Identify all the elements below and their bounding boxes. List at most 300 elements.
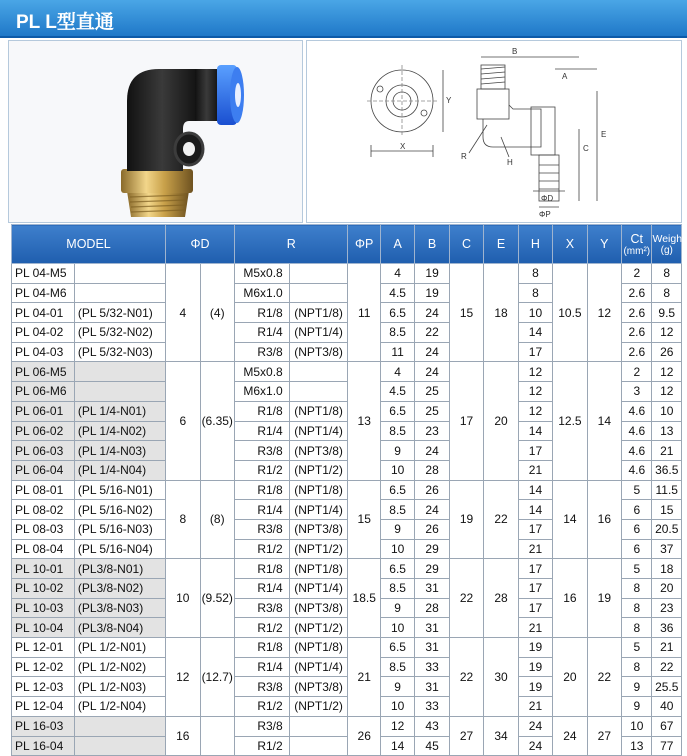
a-cell: 6.5	[380, 303, 414, 323]
header-c: C	[449, 225, 483, 264]
h-cell: 12	[518, 362, 552, 382]
model-cell: PL 10-02	[12, 579, 75, 599]
model-cell: PL 08-04	[12, 539, 75, 559]
c-cell: 27	[449, 716, 483, 755]
ct-cell: 8	[622, 598, 652, 618]
e-cell: 30	[484, 638, 518, 717]
b-cell: 24	[415, 500, 449, 520]
npt-thread-cell: (NPT3/8)	[289, 598, 348, 618]
a-cell: 4	[380, 362, 414, 382]
x-cell: 12.5	[553, 362, 587, 480]
b-cell: 24	[415, 441, 449, 461]
alt-model-cell: (PL 5/32-N01)	[74, 303, 165, 323]
h-cell: 17	[518, 559, 552, 579]
model-cell: PL 04-M5	[12, 264, 75, 284]
thread-cell: M5x0.8	[234, 362, 289, 382]
weight-cell: 22	[652, 657, 682, 677]
thread-cell: R1/8	[234, 480, 289, 500]
model-cell: PL 06-01	[12, 401, 75, 421]
alt-model-cell	[74, 736, 165, 756]
h-cell: 14	[518, 421, 552, 441]
header-b: B	[415, 225, 449, 264]
b-cell: 31	[415, 579, 449, 599]
table-row	[12, 716, 682, 736]
a-cell: 11	[380, 342, 414, 362]
header-weight	[652, 225, 685, 264]
a-cell: 10	[380, 539, 414, 559]
weight-cell: 25.5	[652, 677, 682, 697]
ct-cell: 2.6	[622, 303, 652, 323]
a-cell: 10	[380, 618, 414, 638]
a-cell: 9	[380, 677, 414, 697]
tube-od-inch-cell: (12.7)	[200, 638, 234, 717]
table-body	[12, 264, 682, 756]
b-cell: 29	[415, 539, 449, 559]
weight-cell: 23	[652, 598, 682, 618]
c-cell: 19	[449, 480, 483, 559]
weight-cell: 20.5	[652, 519, 682, 539]
npt-thread-cell: (NPT3/8)	[289, 677, 348, 697]
weight-cell: 10	[652, 401, 682, 421]
npt-thread-cell: (NPT3/8)	[289, 519, 348, 539]
model-cell: PL 04-01	[12, 303, 75, 323]
tube-od-inch-cell: (6.35)	[200, 362, 234, 480]
b-cell: 28	[415, 598, 449, 618]
thread-cell: R1/4	[234, 579, 289, 599]
ct-cell: 6	[622, 519, 652, 539]
table-row	[12, 264, 682, 284]
c-cell: 22	[449, 638, 483, 717]
alt-model-cell	[74, 382, 165, 402]
dim-a-label: A	[562, 72, 568, 81]
x-cell: 20	[553, 638, 587, 717]
h-cell: 19	[518, 657, 552, 677]
model-cell: PL 06-02	[12, 421, 75, 441]
ct-cell: 10	[622, 716, 652, 736]
npt-thread-cell: (NPT1/2)	[289, 460, 348, 480]
weight-cell: 11.5	[652, 480, 682, 500]
b-cell: 31	[415, 638, 449, 658]
thread-cell: R1/4	[234, 500, 289, 520]
a-cell: 9	[380, 441, 414, 461]
header-ct	[622, 225, 652, 264]
alt-model-cell: (PL 1/2-N01)	[74, 638, 165, 658]
h-cell: 21	[518, 618, 552, 638]
thread-cell: R3/8	[234, 519, 289, 539]
a-cell: 10	[380, 460, 414, 480]
model-cell: PL 04-03	[12, 342, 75, 362]
thread-cell: R1/4	[234, 657, 289, 677]
npt-thread-cell: (NPT1/2)	[289, 618, 348, 638]
model-cell: PL 08-03	[12, 519, 75, 539]
model-cell: PL 06-M6	[12, 382, 75, 402]
a-cell: 6.5	[380, 401, 414, 421]
b-cell: 45	[415, 736, 449, 756]
weight-cell: 8	[652, 283, 682, 303]
ct-cell: 6	[622, 539, 652, 559]
b-cell: 29	[415, 559, 449, 579]
h-cell: 19	[518, 638, 552, 658]
b-cell: 24	[415, 342, 449, 362]
b-cell: 23	[415, 421, 449, 441]
thread-cell: R3/8	[234, 598, 289, 618]
y-cell: 14	[587, 362, 621, 480]
ct-cell: 5	[622, 638, 652, 658]
alt-model-cell: (PL 1/2-N02)	[74, 657, 165, 677]
alt-model-cell: (PL 1/4-N02)	[74, 421, 165, 441]
thread-cell: R1/2	[234, 539, 289, 559]
header-ct-label: Ct	[630, 231, 644, 246]
ct-cell: 3	[622, 382, 652, 402]
dim-c-label: C	[583, 144, 589, 153]
npt-thread-cell: (NPT1/4)	[289, 579, 348, 599]
npt-thread-cell	[289, 716, 348, 736]
ct-cell: 5	[622, 480, 652, 500]
thread-cell: R1/2	[234, 618, 289, 638]
ct-cell: 8	[622, 579, 652, 599]
a-cell: 10	[380, 697, 414, 717]
header-x: X	[553, 225, 587, 264]
h-cell: 12	[518, 382, 552, 402]
model-cell: PL 10-03	[12, 598, 75, 618]
weight-cell: 21	[652, 441, 682, 461]
a-cell: 14	[380, 736, 414, 756]
thread-cell: R1/8	[234, 401, 289, 421]
weight-cell: 21	[652, 638, 682, 658]
a-cell: 8.5	[380, 323, 414, 343]
a-cell: 4	[380, 264, 414, 284]
npt-thread-cell	[289, 264, 348, 284]
y-cell: 12	[587, 264, 621, 362]
h-cell: 19	[518, 677, 552, 697]
b-cell: 26	[415, 480, 449, 500]
ct-cell: 2.6	[622, 342, 652, 362]
weight-cell: 36.5	[652, 460, 682, 480]
h-cell: 24	[518, 736, 552, 756]
x-cell: 10.5	[553, 264, 587, 362]
ct-cell: 2	[622, 264, 652, 284]
a-cell: 6.5	[380, 559, 414, 579]
p-cell: 18.5	[348, 559, 380, 638]
ct-cell: 4.6	[622, 460, 652, 480]
y-cell: 22	[587, 638, 621, 717]
dim-h-label: H	[507, 158, 513, 167]
npt-thread-cell	[289, 283, 348, 303]
alt-model-cell	[74, 362, 165, 382]
header-weight-unit: (g)	[660, 244, 673, 256]
model-cell: PL 12-04	[12, 697, 75, 717]
ct-cell: 2.6	[622, 283, 652, 303]
e-cell: 20	[484, 362, 518, 480]
ct-cell: 9	[622, 677, 652, 697]
y-cell: 19	[587, 559, 621, 638]
p-cell: 26	[348, 716, 380, 755]
tube-od-inch-cell: (4)	[200, 264, 234, 362]
ct-cell: 2	[622, 362, 652, 382]
h-cell: 17	[518, 342, 552, 362]
model-cell: PL 12-02	[12, 657, 75, 677]
alt-model-cell: (PL3/8-N02)	[74, 579, 165, 599]
thread-cell: R3/8	[234, 677, 289, 697]
thread-cell: R1/2	[234, 460, 289, 480]
model-cell: PL 04-02	[12, 323, 75, 343]
h-cell: 17	[518, 598, 552, 618]
p-cell: 21	[348, 638, 380, 717]
a-cell: 9	[380, 519, 414, 539]
e-cell: 34	[484, 716, 518, 755]
npt-thread-cell: (NPT1/2)	[289, 697, 348, 717]
ct-cell: 4.6	[622, 401, 652, 421]
dim-x-label: X	[400, 142, 406, 151]
model-cell: PL 04-M6	[12, 283, 75, 303]
p-cell: 11	[348, 264, 380, 362]
weight-cell: 67	[652, 716, 682, 736]
weight-cell: 36	[652, 618, 682, 638]
thread-cell: R1/8	[234, 559, 289, 579]
weight-cell: 77	[652, 736, 682, 756]
b-cell: 28	[415, 460, 449, 480]
b-cell: 26	[415, 519, 449, 539]
table-header-row	[12, 225, 682, 264]
thread-cell: R3/8	[234, 342, 289, 362]
title-bar	[0, 0, 687, 38]
npt-thread-cell	[289, 736, 348, 756]
model-cell: PL 06-03	[12, 441, 75, 461]
ct-cell: 9	[622, 697, 652, 717]
weight-cell: 12	[652, 323, 682, 343]
model-cell: PL 08-01	[12, 480, 75, 500]
header-ct-unit: (mm²)	[623, 245, 651, 257]
x-cell: 24	[553, 716, 587, 755]
h-cell: 17	[518, 579, 552, 599]
alt-model-cell	[74, 716, 165, 736]
alt-model-cell: (PL3/8-N01)	[74, 559, 165, 579]
a-cell: 8.5	[380, 500, 414, 520]
tube-od-cell: 4	[166, 264, 200, 362]
dim-e-label: E	[601, 130, 607, 139]
weight-cell: 40	[652, 697, 682, 717]
alt-model-cell: (PL 5/16-N01)	[74, 480, 165, 500]
dim-b-label: B	[512, 47, 518, 56]
tube-od-cell: 16	[166, 716, 200, 755]
p-cell: 13	[348, 362, 380, 480]
thread-cell: R1/8	[234, 303, 289, 323]
a-cell: 12	[380, 716, 414, 736]
b-cell: 25	[415, 401, 449, 421]
e-cell: 22	[484, 480, 518, 559]
dimension-drawing	[306, 40, 682, 223]
b-cell: 24	[415, 303, 449, 323]
alt-model-cell: (PL 1/2-N04)	[74, 697, 165, 717]
thread-cell: R1/2	[234, 697, 289, 717]
b-cell: 31	[415, 618, 449, 638]
npt-thread-cell: (NPT1/8)	[289, 401, 348, 421]
npt-thread-cell: (NPT1/2)	[289, 539, 348, 559]
ct-cell: 4.6	[622, 441, 652, 461]
alt-model-cell: (PL 1/4-N04)	[74, 460, 165, 480]
header-d: ΦD	[166, 225, 235, 264]
ct-cell: 4.6	[622, 421, 652, 441]
weight-cell: 8	[652, 264, 682, 284]
model-cell: PL 16-04	[12, 736, 75, 756]
c-cell: 22	[449, 559, 483, 638]
h-cell: 24	[518, 716, 552, 736]
technical-drawing	[307, 41, 681, 222]
h-cell: 12	[518, 401, 552, 421]
ct-cell: 6	[622, 500, 652, 520]
header-h: H	[518, 225, 552, 264]
a-cell: 8.5	[380, 657, 414, 677]
npt-thread-cell: (NPT1/8)	[289, 303, 348, 323]
tube-od-cell: 6	[166, 362, 200, 480]
weight-cell: 12	[652, 362, 682, 382]
b-cell: 19	[415, 283, 449, 303]
b-cell: 31	[415, 677, 449, 697]
c-cell: 17	[449, 362, 483, 480]
b-cell: 24	[415, 362, 449, 382]
model-cell: PL 12-01	[12, 638, 75, 658]
a-cell: 4.5	[380, 382, 414, 402]
h-cell: 17	[518, 441, 552, 461]
a-cell: 8.5	[380, 579, 414, 599]
b-cell: 33	[415, 657, 449, 677]
b-cell: 22	[415, 323, 449, 343]
table-row	[12, 480, 682, 500]
header-y: Y	[587, 225, 621, 264]
h-cell: 10	[518, 303, 552, 323]
header-a: A	[380, 225, 414, 264]
thread-cell: R3/8	[234, 441, 289, 461]
npt-thread-cell: (NPT1/4)	[289, 657, 348, 677]
alt-model-cell: (PL 1/4-N01)	[74, 401, 165, 421]
npt-thread-cell	[289, 362, 348, 382]
h-cell: 17	[518, 519, 552, 539]
header-weight-label: Weight	[652, 232, 685, 245]
thread-cell: R3/8	[234, 716, 289, 736]
alt-model-cell: (PL 5/16-N02)	[74, 500, 165, 520]
h-cell: 8	[518, 283, 552, 303]
npt-thread-cell: (NPT1/4)	[289, 421, 348, 441]
npt-thread-cell: (NPT1/8)	[289, 638, 348, 658]
elbow-fitting-image	[9, 41, 302, 222]
e-cell: 28	[484, 559, 518, 638]
table-row	[12, 362, 682, 382]
thread-cell: M5x0.8	[234, 264, 289, 284]
spec-table	[11, 224, 685, 756]
model-cell: PL 10-04	[12, 618, 75, 638]
weight-cell: 15	[652, 500, 682, 520]
thread-cell: R1/8	[234, 638, 289, 658]
ct-cell: 13	[622, 736, 652, 756]
h-cell: 14	[518, 323, 552, 343]
dim-d-label: ΦD	[541, 194, 554, 203]
tube-od-cell: 10	[166, 559, 200, 638]
h-cell: 21	[518, 697, 552, 717]
p-cell: 15	[348, 480, 380, 559]
header-model: MODEL	[12, 225, 166, 264]
model-cell: PL 08-02	[12, 500, 75, 520]
thread-cell: M6x1.0	[234, 283, 289, 303]
alt-model-cell	[74, 264, 165, 284]
ct-cell: 8	[622, 657, 652, 677]
weight-cell: 13	[652, 421, 682, 441]
h-cell: 8	[518, 264, 552, 284]
thread-cell: R1/2	[234, 736, 289, 756]
y-cell: 27	[587, 716, 621, 755]
alt-model-cell: (PL 1/4-N03)	[74, 441, 165, 461]
alt-model-cell: (PL 1/2-N03)	[74, 677, 165, 697]
h-cell: 21	[518, 539, 552, 559]
x-cell: 14	[553, 480, 587, 559]
npt-thread-cell: (NPT3/8)	[289, 342, 348, 362]
alt-model-cell: (PL 5/32-N02)	[74, 323, 165, 343]
h-cell: 14	[518, 480, 552, 500]
model-cell: PL 06-M5	[12, 362, 75, 382]
thread-cell: R1/4	[234, 323, 289, 343]
npt-thread-cell	[289, 382, 348, 402]
alt-model-cell: (PL3/8-N04)	[74, 618, 165, 638]
e-cell: 18	[484, 264, 518, 362]
x-cell: 16	[553, 559, 587, 638]
header-p: ΦP	[348, 225, 380, 264]
y-cell: 16	[587, 480, 621, 559]
a-cell: 6.5	[380, 638, 414, 658]
ct-cell: 2.6	[622, 323, 652, 343]
ct-cell: 5	[622, 559, 652, 579]
model-cell: PL 10-01	[12, 559, 75, 579]
dim-p-label: ΦP	[539, 210, 551, 219]
npt-thread-cell: (NPT1/4)	[289, 500, 348, 520]
weight-cell: 9.5	[652, 303, 682, 323]
model-cell: PL 12-03	[12, 677, 75, 697]
table-row	[12, 638, 682, 658]
weight-cell: 12	[652, 382, 682, 402]
page-title: PL L型直通	[16, 12, 114, 33]
a-cell: 9	[380, 598, 414, 618]
dim-r-label: R	[461, 152, 467, 161]
thread-cell: R1/4	[234, 421, 289, 441]
npt-thread-cell: (NPT1/8)	[289, 480, 348, 500]
tube-od-cell: 8	[166, 480, 200, 559]
alt-model-cell	[74, 283, 165, 303]
alt-model-cell: (PL 5/32-N03)	[74, 342, 165, 362]
thread-cell: M6x1.0	[234, 382, 289, 402]
tube-od-cell: 12	[166, 638, 200, 717]
weight-cell: 20	[652, 579, 682, 599]
table-row	[12, 559, 682, 579]
ct-cell: 8	[622, 618, 652, 638]
b-cell: 19	[415, 264, 449, 284]
alt-model-cell: (PL3/8-N03)	[74, 598, 165, 618]
b-cell: 33	[415, 697, 449, 717]
weight-cell: 26	[652, 342, 682, 362]
weight-cell: 37	[652, 539, 682, 559]
header-e: E	[484, 225, 518, 264]
dim-y-label: Y	[446, 96, 452, 105]
a-cell: 8.5	[380, 421, 414, 441]
npt-thread-cell: (NPT1/8)	[289, 559, 348, 579]
tube-od-inch-cell	[200, 716, 234, 755]
tube-od-inch-cell: (8)	[200, 480, 234, 559]
weight-cell: 18	[652, 559, 682, 579]
npt-thread-cell: (NPT1/4)	[289, 323, 348, 343]
h-cell: 14	[518, 500, 552, 520]
alt-model-cell: (PL 5/16-N03)	[74, 519, 165, 539]
b-cell: 43	[415, 716, 449, 736]
alt-model-cell: (PL 5/16-N04)	[74, 539, 165, 559]
model-cell: PL 06-04	[12, 460, 75, 480]
a-cell: 4.5	[380, 283, 414, 303]
